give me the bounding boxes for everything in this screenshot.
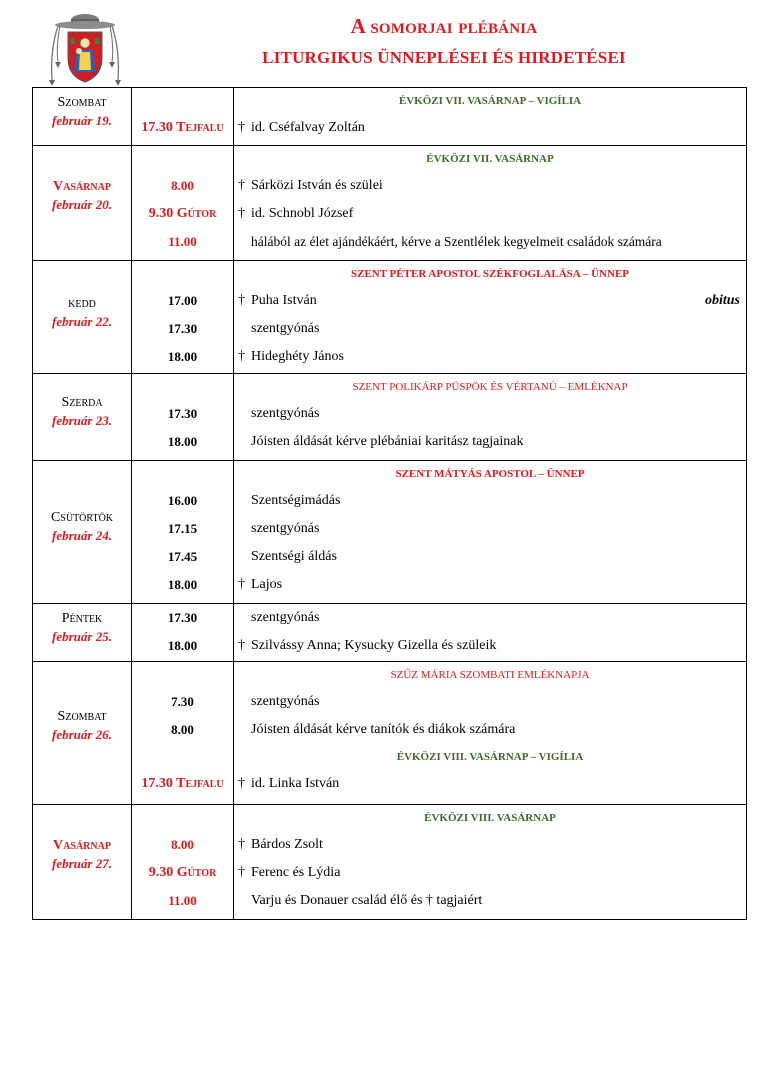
intention-cell	[234, 88, 747, 146]
mass-time: 9.30 Gútor	[148, 865, 217, 880]
mass-time: 18.00	[167, 638, 198, 653]
mass-time: 8.00	[171, 178, 194, 193]
day-cell	[33, 88, 132, 146]
day-date: február 26.	[52, 727, 112, 742]
intention-line: Jóisten áldását kérve tanítók és diákok számára	[251, 722, 516, 737]
schedule-row	[33, 461, 747, 604]
page-title: A somorjai plébánia	[350, 14, 538, 38]
mass-time: 16.00	[167, 493, 198, 508]
intention-line: † Hideghéty János	[238, 349, 344, 364]
day-date: február 20.	[52, 197, 112, 212]
intention-line: † Ferenc és Lýdia	[238, 865, 341, 880]
day-date: február 22.	[52, 314, 112, 329]
day-date: február 25.	[52, 629, 112, 644]
liturgical-day: ÉVKÖZI VII. VASÁRNAP	[426, 153, 554, 165]
intention-cell	[234, 261, 747, 374]
intention-line: Varju és Donauer család élő és † tagjaiért	[251, 893, 483, 908]
liturgical-day: ÉVKÖZI VIII. VASÁRNAP	[424, 812, 556, 824]
page-subtitle: LITURGIKUS ÜNNEPLÉSEI ÉS HIRDETÉSEI	[262, 48, 626, 67]
mass-time: 18.00	[167, 349, 198, 364]
time-cell	[132, 88, 234, 146]
intention-line: † Puha István obitus	[234, 287, 746, 315]
intention-line: Szentségi áldás	[251, 549, 337, 564]
schedule-row	[33, 374, 747, 461]
intention-line: † id. Linka István	[238, 776, 340, 791]
intention-line: † Szilvássy Anna; Kysucky Gizella és szüleik	[238, 638, 497, 653]
day-name: Szerda	[61, 395, 103, 410]
intention-line: † Lajos	[238, 577, 283, 592]
time-cell	[132, 146, 234, 261]
mass-time: 18.00	[167, 577, 198, 592]
day-name: Vasárnap	[53, 838, 111, 853]
mass-time: 7.30	[171, 694, 194, 709]
intention-cell	[234, 146, 747, 261]
mass-time: 9.30 Gútor	[148, 206, 217, 221]
intention-line: Szentségimádás	[251, 493, 341, 508]
day-cell	[33, 261, 132, 374]
intention-line: hálából az élet ajándékáért, kérve a Szentlélek kegyelmeit családok számára	[251, 234, 662, 249]
day-name: kedd	[68, 296, 96, 311]
day-date: február 24.	[52, 528, 112, 543]
mass-time: 8.00	[171, 722, 194, 737]
intention-cell	[234, 374, 747, 461]
mass-time: 17.45	[167, 549, 198, 564]
liturgical-day: ÉVKÖZI VIII. VASÁRNAP – VIGÍLIA	[396, 751, 584, 763]
intention-cell	[234, 461, 747, 604]
intention-cell	[234, 604, 747, 662]
day-name: Szombat	[57, 709, 107, 724]
mass-time: 18.00	[167, 434, 198, 449]
mass-time: 17.00	[167, 293, 198, 308]
liturgical-day: SZENT PÉTER APOSTOL SZÉKFOGLALÁSA – ÜNNEP	[350, 268, 630, 280]
intention-line: † Sárközi István és szülei	[238, 178, 383, 193]
schedule-row	[33, 805, 747, 920]
liturgical-day: SZENT POLIKÁRP PÜSPÖK ÉS VÉRTANÚ – EMLÉKNAP	[352, 381, 628, 393]
schedule-row	[33, 604, 747, 662]
mass-time: 17.15	[167, 521, 198, 536]
mass-time: 17.30 Tejfalu	[141, 776, 224, 791]
obitus-note: obitus	[704, 293, 740, 308]
intention-line: szentgyónás	[251, 694, 320, 709]
intention-line: † id. Schnobl József	[238, 206, 354, 221]
day-cell	[33, 146, 132, 261]
day-date: február 23.	[52, 413, 112, 428]
liturgical-day: SZŰZ MÁRIA SZOMBATI EMLÉKNAPJA	[390, 669, 590, 681]
day-date: február 19.	[52, 113, 112, 128]
day-name: Vasárnap	[53, 179, 111, 194]
intention-line: Jóisten áldását kérve plébániai karitász tagjainak	[251, 434, 524, 449]
mass-time: 17.30	[167, 406, 198, 421]
intention-cell	[234, 662, 747, 805]
mass-time: 8.00	[171, 837, 194, 852]
day-cell	[33, 461, 132, 604]
day-name: Péntek	[61, 611, 103, 626]
day-cell	[33, 604, 132, 662]
intention-line: † Bárdos Zsolt	[238, 837, 323, 852]
schedule-row	[33, 88, 747, 146]
intention-line: szentgyónás	[251, 521, 320, 536]
day-cell	[33, 805, 132, 920]
mass-time: 17.30 Tejfalu	[141, 120, 224, 135]
mass-time: 11.00	[168, 234, 197, 249]
intention-line: szentgyónás	[251, 610, 320, 625]
day-date: február 27.	[52, 856, 112, 871]
time-cell	[132, 261, 234, 374]
schedule-row	[33, 261, 747, 374]
day-name: Csütörtök	[50, 510, 114, 525]
day-cell	[33, 662, 132, 805]
liturgical-day: SZENT MÁTYÁS APOSTOL – ÜNNEP	[395, 468, 585, 480]
mass-time: 17.30	[167, 610, 198, 625]
time-cell	[132, 461, 234, 604]
day-name: Szombat	[57, 95, 107, 110]
schedule-row	[33, 662, 747, 805]
mass-time: 11.00	[168, 893, 197, 908]
liturgical-day: ÉVKÖZI VII. VASÁRNAP – VIGÍLIA	[398, 95, 582, 107]
intention-line: szentgyónás	[251, 406, 320, 421]
schedule-table	[32, 87, 747, 920]
day-cell	[33, 374, 132, 461]
intention-cell	[234, 805, 747, 920]
schedule-row	[33, 146, 747, 261]
time-cell	[132, 374, 234, 461]
intention-line: szentgyónás	[251, 321, 320, 336]
time-cell	[132, 662, 234, 805]
time-cell	[132, 805, 234, 920]
intention-line: † id. Cséfalvay Zoltán	[238, 120, 365, 135]
parish-crest-logo	[44, 10, 126, 86]
mass-time: 17.30	[167, 321, 198, 336]
time-cell	[132, 604, 234, 662]
